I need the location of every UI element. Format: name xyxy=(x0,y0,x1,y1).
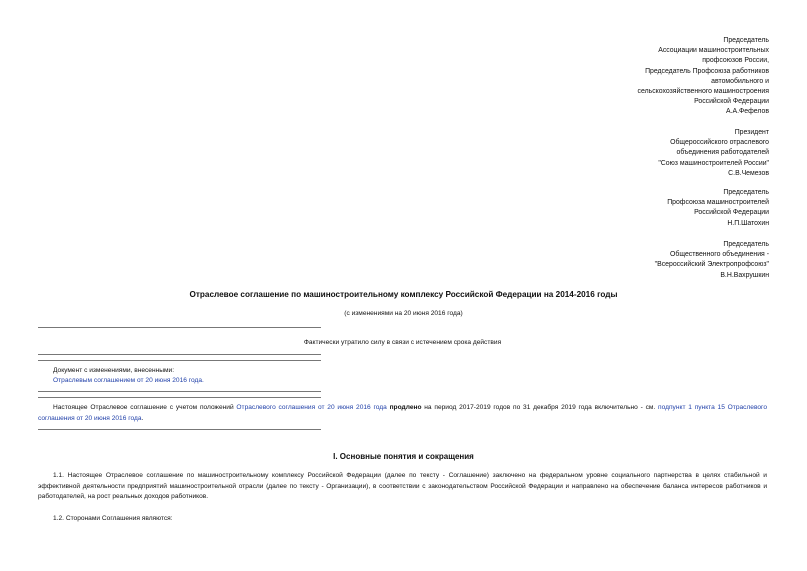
extension-text: Настоящее Отраслевое соглашение с учетом положений xyxy=(53,404,237,411)
document-subtitle: (с изменениями на 20 июня 2016 года) xyxy=(344,310,463,317)
divider xyxy=(38,360,321,361)
signatory-block-3 xyxy=(667,188,769,229)
signatory-line: Российской Федерации xyxy=(694,209,769,217)
signatory-block-1 xyxy=(638,36,769,118)
divider xyxy=(38,429,321,430)
extension-link-agreement[interactable]: Отраслевого соглашения от 20 июня 2016 года xyxy=(236,404,387,411)
extension-link-subclause[interactable]: подпункт 1 пункта 15 Отраслевого соглашения от 20 июня 2016 года xyxy=(38,404,767,422)
signatory-line: объединения работодателей xyxy=(676,149,769,157)
signatory-name: В.Н.Вахрушкин xyxy=(720,271,769,279)
extension-note xyxy=(38,403,767,424)
signatory-line: Председатель xyxy=(723,189,769,196)
signatory-line: Председатель xyxy=(723,241,769,248)
divider xyxy=(38,397,321,398)
paragraph-1-2: 1.2. Сторонами Соглашения являются: xyxy=(53,515,173,522)
signatory-line: Председатель Профсоюза работников xyxy=(645,67,769,75)
changes-block xyxy=(53,366,204,386)
changes-label: Документ с изменениями, внесенными: xyxy=(53,367,175,374)
divider xyxy=(38,391,321,392)
signatory-line: автомобильного и xyxy=(711,77,769,85)
signatory-line: Президент xyxy=(734,129,769,136)
signatory-line: Российской Федерации xyxy=(694,98,769,106)
signatory-name: С.В.Чемезов xyxy=(728,169,769,177)
signatory-line: профсоюзов России, xyxy=(702,57,769,65)
signatory-block-4 xyxy=(655,240,769,281)
signatory-name: Н.П.Шатохин xyxy=(727,219,769,227)
signatory-line: "Всероссийский Электропрофсоюз" xyxy=(654,261,769,269)
extension-text: на период 2017-2019 годов по 31 декабря 2019 года включительно - см. xyxy=(421,404,659,411)
document-title: Отраслевое соглашение по машиностроительному комплексу Российской Федерации на 2014-2016 годы xyxy=(189,290,618,299)
section-title: I. Основные понятия и сокращения xyxy=(333,452,474,461)
extension-text: . xyxy=(141,414,144,422)
divider xyxy=(38,354,321,355)
extension-bold: продлено xyxy=(389,404,422,411)
signatory-line: сельскохозяйственного машиностроения xyxy=(637,88,769,96)
signatory-line: Общероссийского отраслевого xyxy=(670,139,769,147)
status-note: Фактически утратило силу в связи с истечением срока действия xyxy=(303,339,502,346)
signatory-line: "Союз машиностроителей России" xyxy=(658,159,769,167)
signatory-line: Ассоциации машиностроительных xyxy=(658,47,769,55)
paragraph-1-1: 1.1. Настоящее Отраслевое соглашение по машиностроительному комплексу Российской Федерации (далее по тексту - Соглашение) заключено на федеральном уровне социального партнерства в целях стабильной и эффективной деятельности предприятий машиностроительной отрасли (далее по тексту - Организации), в соответствии с законодательством Российской Федерации и направлено на обеспечение баланса интересов работников и работодателей, на рост реальных доходов работников. xyxy=(38,472,767,500)
signatory-block-2 xyxy=(658,128,769,179)
changes-link[interactable]: Отраслевым соглашением от 20 июня 2016 года. xyxy=(53,377,204,384)
divider xyxy=(38,327,321,328)
signatory-name: А.А.Фефелов xyxy=(726,108,769,116)
signatory-line: Председатель xyxy=(723,37,769,44)
signatory-line: Профсоюза машиностроителей xyxy=(667,199,769,207)
signatory-line: Общественного объединения - xyxy=(670,251,769,259)
